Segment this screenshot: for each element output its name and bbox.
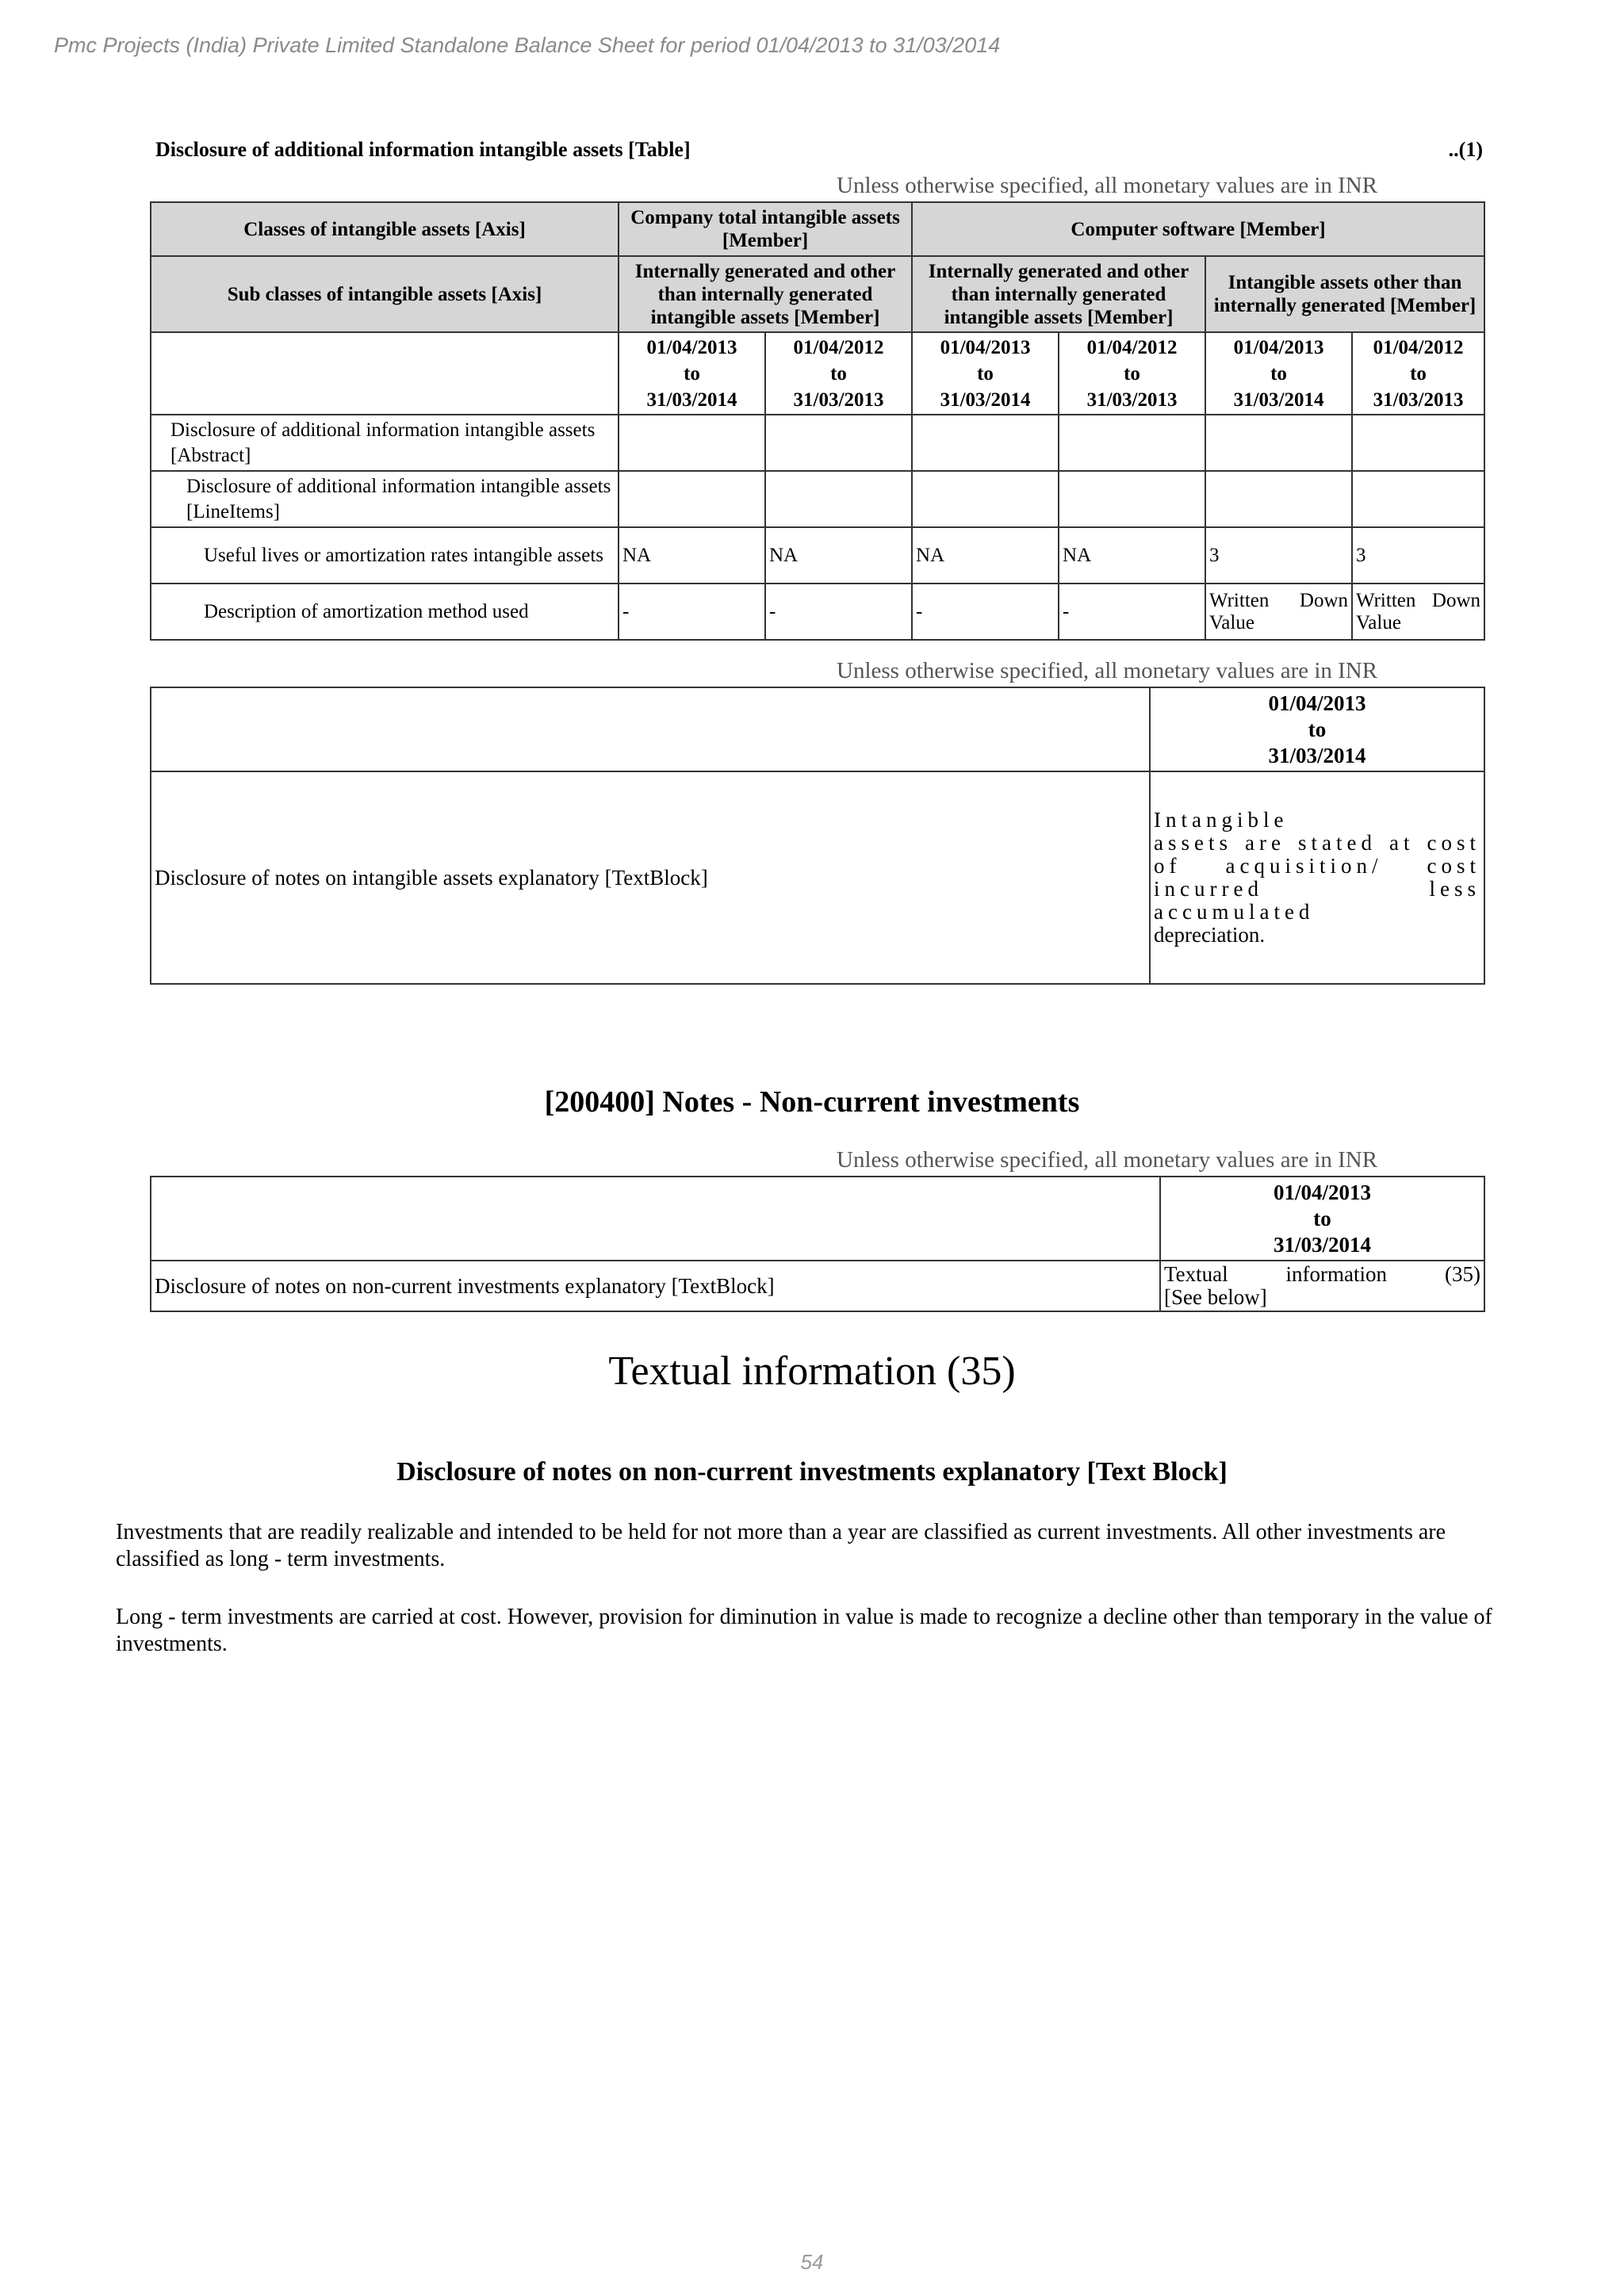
textual-info-title: Textual information (35) xyxy=(608,1349,1016,1394)
text-block-value: Intangible assets are stated at cost of acquisition/ cost incurred less accumulated depreciation. xyxy=(1150,771,1484,984)
period-header: 01/04/2013 to 31/03/2014 xyxy=(1160,1177,1484,1261)
table-row xyxy=(151,415,1484,471)
cell-value xyxy=(1205,471,1352,527)
period-header: 01/04/2012 to 31/03/2013 xyxy=(1059,332,1205,415)
period-header-empty xyxy=(151,1177,1160,1261)
unit-note: Unless otherwise specified, all monetary values are in INR xyxy=(837,1147,1378,1173)
row-label: Disclosure of additional information intangible assets [LineItems] xyxy=(151,471,619,527)
table-caption-row xyxy=(155,138,1483,166)
cell-value: Written Down Value xyxy=(1352,584,1484,640)
period-header-empty xyxy=(151,332,619,415)
cell-value xyxy=(765,471,912,527)
axis-subclasses-row xyxy=(151,256,1484,332)
member-internally-generated: Internally generated and other than internally generated intangible assets [Member] xyxy=(912,256,1205,332)
cell-value xyxy=(1352,471,1484,527)
period-header-empty xyxy=(151,687,1150,771)
investments-notes-table xyxy=(150,1176,1485,1312)
cell-value: NA xyxy=(1059,527,1205,584)
cell-value xyxy=(1059,415,1205,471)
member-other-than-internally-generated: Intangible assets other than internally generated [Member] xyxy=(1205,256,1484,332)
member-company-total: Company total intangible assets [Member] xyxy=(619,202,912,256)
table-row xyxy=(151,471,1484,527)
unit-note: Unless otherwise specified, all monetary values are in INR xyxy=(837,658,1378,683)
cell-value xyxy=(619,415,765,471)
period-header-row xyxy=(151,332,1484,415)
cell-value: NA xyxy=(619,527,765,584)
axis-classes-row xyxy=(151,202,1484,256)
period-header-row xyxy=(151,1177,1484,1261)
period-header: 01/04/2012 to 31/03/2013 xyxy=(765,332,912,415)
period-header: 01/04/2012 to 31/03/2013 xyxy=(1352,332,1484,415)
cell-value: 3 xyxy=(1352,527,1484,584)
member-computer-software: Computer software [Member] xyxy=(912,202,1484,256)
axis-subclasses-label: Sub classes of intangible assets [Axis] xyxy=(151,256,619,332)
cell-value: 3 xyxy=(1205,527,1352,584)
text-block-title: Disclosure of notes on non-current investments explanatory [Text Block] xyxy=(396,1457,1228,1487)
cell-value: NA xyxy=(765,527,912,584)
section-title: [200400] Notes - Non-current investments xyxy=(544,1085,1080,1119)
unit-note: Unless otherwise specified, all monetary values are in INR xyxy=(837,173,1378,198)
cell-value xyxy=(912,471,1059,527)
table-row xyxy=(151,771,1484,984)
row-label: Description of amortization method used xyxy=(151,584,619,640)
cell-value: - xyxy=(912,584,1059,640)
cell-value: - xyxy=(619,584,765,640)
period-header: 01/04/2013 to 31/03/2014 xyxy=(619,332,765,415)
cell-value xyxy=(619,471,765,527)
text-block-value: Textual information (35) [See below] xyxy=(1160,1261,1484,1311)
see-below-link[interactable]: [See below] xyxy=(1164,1285,1267,1309)
intangible-assets-table xyxy=(150,201,1485,641)
cell-value xyxy=(765,415,912,471)
table-row xyxy=(151,584,1484,640)
period-header: 01/04/2013 to 31/03/2014 xyxy=(912,332,1059,415)
cell-value: - xyxy=(765,584,912,640)
table-reference: ..(1) xyxy=(1448,138,1483,161)
period-header: 01/04/2013 to 31/03/2014 xyxy=(1205,332,1352,415)
intangible-notes-table xyxy=(150,687,1485,985)
cell-value: Written Down Value xyxy=(1205,584,1352,640)
row-label: Disclosure of additional information intangible assets [Abstract] xyxy=(151,415,619,471)
table-caption: Disclosure of additional information intangible assets [Table] xyxy=(155,138,691,161)
cell-value xyxy=(912,415,1059,471)
row-label: Disclosure of notes on non-current investments explanatory [TextBlock] xyxy=(151,1261,1160,1311)
paragraph: Long - term investments are carried at cost. However, provision for diminution in value is made to recognize a decline other than temporary in the value of investments. xyxy=(116,1605,1492,1656)
table-row xyxy=(151,527,1484,584)
cell-value xyxy=(1205,415,1352,471)
period-header: 01/04/2013 to 31/03/2014 xyxy=(1150,687,1484,771)
page-number: 54 xyxy=(800,2250,824,2274)
cell-value xyxy=(1352,415,1484,471)
table-row xyxy=(151,1261,1484,1311)
row-label: Disclosure of notes on intangible assets explanatory [TextBlock] xyxy=(151,771,1150,984)
axis-classes-label: Classes of intangible assets [Axis] xyxy=(151,202,619,256)
period-header-row xyxy=(151,687,1484,771)
member-internally-generated: Internally generated and other than internally generated intangible assets [Member] xyxy=(619,256,912,332)
running-header: Pmc Projects (India) Private Limited Standalone Balance Sheet for period 01/04/2013 to 31/03/2014 xyxy=(54,33,1001,57)
cell-value: NA xyxy=(912,527,1059,584)
row-label: Useful lives or amortization rates intangible assets xyxy=(151,527,619,584)
cell-value: - xyxy=(1059,584,1205,640)
cell-value xyxy=(1059,471,1205,527)
paragraph: Investments that are readily realizable and intended to be held for not more than a year are classified as current investments. All other investments are classified as long - term investments. xyxy=(116,1520,1446,1571)
